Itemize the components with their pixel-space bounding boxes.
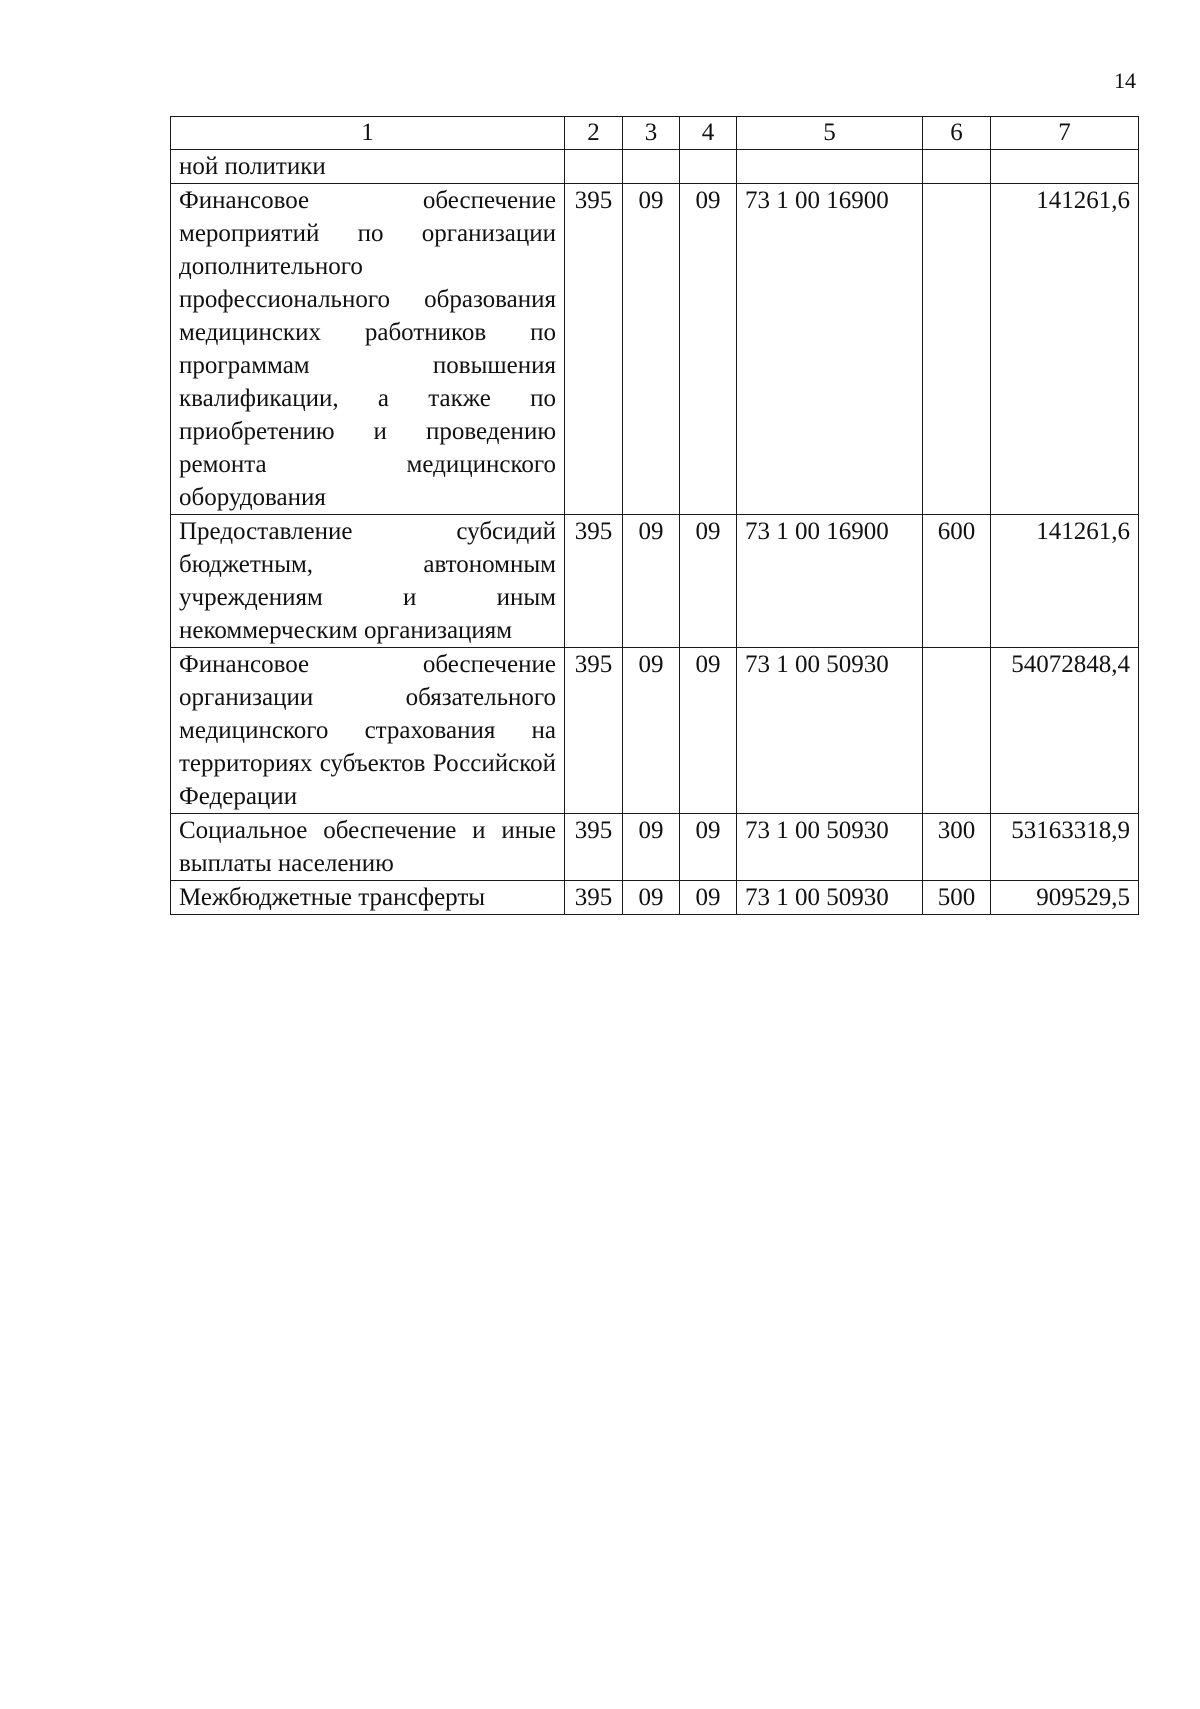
table-row — [171, 515, 1139, 648]
row-ministry-code: 395 — [565, 881, 623, 915]
column-header-2: 2 — [565, 117, 623, 150]
row-name: Социальное обеспечение и иные выплаты населению — [171, 814, 565, 881]
row-target-article: 73 1 00 50930 — [737, 814, 923, 881]
row-section-code: 09 — [623, 515, 680, 648]
row-expense-type: 300 — [923, 814, 991, 881]
row-name: Предоставление субсидий бюджетным, автономным учреждениям и иным некоммерческим организациям — [171, 515, 565, 648]
row-amount: 141261,6 — [991, 515, 1139, 648]
row-name: Межбюджетные трансферты — [171, 881, 565, 915]
row-section-code: 09 — [623, 814, 680, 881]
row-name: Финансовое обеспечение мероприятий по организации дополнительного профессионального образования медицинских работников по программам повышения квалификации, а также по приобретению и проведению ремонта медицинского оборудования — [171, 184, 565, 515]
row-subsection-code: 09 — [680, 814, 737, 881]
row-subsection-code: 09 — [680, 184, 737, 515]
row-target-article: 73 1 00 50930 — [737, 881, 923, 915]
table-row — [171, 648, 1139, 814]
column-header-5: 5 — [737, 117, 923, 150]
row-amount: 53163318,9 — [991, 814, 1139, 881]
row-target-article: 73 1 00 16900 — [737, 184, 923, 515]
row-target-article: 73 1 00 16900 — [737, 515, 923, 648]
table-row — [171, 881, 1139, 915]
row-target-article — [737, 150, 923, 184]
row-ministry-code: 395 — [565, 814, 623, 881]
row-expense-type — [923, 184, 991, 515]
row-expense-type — [923, 648, 991, 814]
row-ministry-code: 395 — [565, 648, 623, 814]
row-target-article: 73 1 00 50930 — [737, 648, 923, 814]
column-header-1: 1 — [171, 117, 565, 150]
row-ministry-code — [565, 150, 623, 184]
row-amount: 909529,5 — [991, 881, 1139, 915]
table-header-row — [171, 117, 1139, 150]
column-header-6: 6 — [923, 117, 991, 150]
row-section-code: 09 — [623, 184, 680, 515]
budget-table — [170, 116, 1139, 915]
row-expense-type: 500 — [923, 881, 991, 915]
row-section-code: 09 — [623, 881, 680, 915]
row-ministry-code: 395 — [565, 515, 623, 648]
row-expense-type: 600 — [923, 515, 991, 648]
table-row — [171, 184, 1139, 515]
column-header-4: 4 — [680, 117, 737, 150]
row-subsection-code — [680, 150, 737, 184]
row-subsection-code: 09 — [680, 515, 737, 648]
row-name: ной политики — [171, 150, 565, 184]
row-section-code: 09 — [623, 648, 680, 814]
row-expense-type — [923, 150, 991, 184]
page-number: 14 — [1114, 68, 1136, 93]
row-name: Финансовое обеспечение организации обязательного медицинского страхования на территориях субъектов Российской Федерации — [171, 648, 565, 814]
column-header-7: 7 — [991, 117, 1139, 150]
row-amount: 54072848,4 — [991, 648, 1139, 814]
table-row — [171, 150, 1139, 184]
row-subsection-code: 09 — [680, 881, 737, 915]
column-header-3: 3 — [623, 117, 680, 150]
row-ministry-code: 395 — [565, 184, 623, 515]
row-amount — [991, 150, 1139, 184]
row-subsection-code: 09 — [680, 648, 737, 814]
row-section-code — [623, 150, 680, 184]
row-amount: 141261,6 — [991, 184, 1139, 515]
table-row — [171, 814, 1139, 881]
